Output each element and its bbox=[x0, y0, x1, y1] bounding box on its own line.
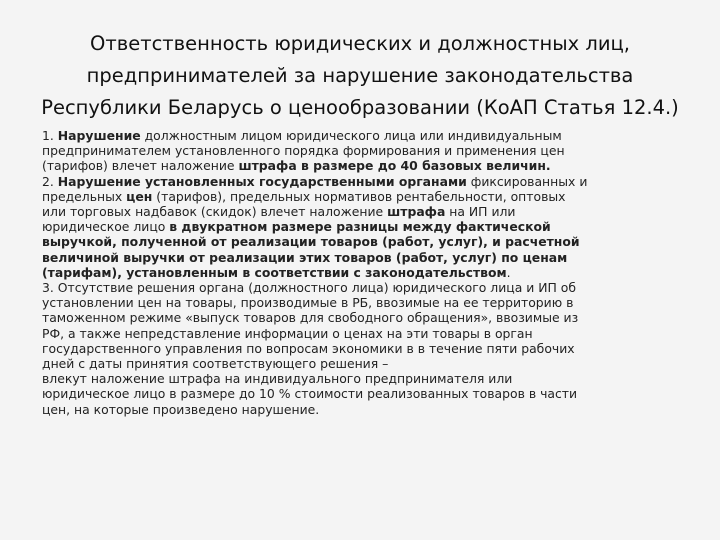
slide-title bbox=[30, 28, 690, 124]
bold-text-segment: штрафа в размере до 40 базовых величин. bbox=[238, 158, 551, 174]
body-text-line bbox=[42, 189, 682, 204]
body-text-line bbox=[42, 310, 682, 325]
body-text-line bbox=[42, 143, 682, 158]
body-text-line bbox=[42, 250, 682, 265]
bold-text-segment: штрафа bbox=[387, 204, 446, 220]
body-text-line bbox=[42, 356, 682, 371]
bold-text-segment: (тарифам), установленным в соответствии с законодательством bbox=[42, 264, 507, 280]
body-text-line bbox=[42, 204, 682, 219]
text-segment: таможенном режиме «выпуск товаров для свободного обращения», ввозимые из bbox=[42, 310, 579, 326]
text-segment: 2. bbox=[42, 173, 58, 189]
body-text-line bbox=[42, 371, 682, 386]
text-segment: предпринимателем установленного порядка формирования и применения цен bbox=[42, 143, 565, 159]
title-line: Ответственность юридических и должностных лиц, bbox=[90, 32, 630, 55]
text-segment: фиксированных и bbox=[466, 173, 588, 189]
text-segment: на ИП или bbox=[445, 204, 516, 220]
body-text-line bbox=[42, 219, 682, 234]
text-segment: предельных bbox=[42, 188, 127, 204]
text-segment: (тарифов), предельных нормативов рентабельности, оптовых bbox=[152, 188, 566, 204]
text-segment: (тарифов) влечет наложение bbox=[42, 158, 239, 174]
bold-text-segment: величиной выручки от реализации этих товаров (работ, услуг) по ценам bbox=[42, 249, 568, 265]
text-segment: установлении цен на товары, производимые в РБ, ввозимые на ее территорию в bbox=[42, 295, 574, 311]
text-segment: РФ, а также непредставление информации о ценах на эти товары в орган bbox=[42, 325, 533, 341]
text-segment: юридическое лицо bbox=[42, 219, 170, 235]
text-segment: дней с даты принятия соответствующего решения – bbox=[42, 356, 389, 372]
body-text-line bbox=[42, 265, 682, 280]
body-text-line bbox=[42, 128, 682, 143]
bold-text-segment: Нарушение bbox=[57, 128, 141, 143]
bold-text-segment: в двукратном размере разницы между фактической bbox=[169, 219, 551, 235]
bold-text-segment: цен bbox=[126, 188, 153, 204]
text-segment: . bbox=[506, 264, 511, 280]
slide-body bbox=[42, 128, 682, 417]
bold-text-segment: Нарушение установленных государственными органами bbox=[57, 173, 467, 189]
text-segment: или торговых надбавок (скидок) влечет наложение bbox=[42, 204, 388, 220]
body-text-line bbox=[42, 402, 682, 417]
body-text-line bbox=[42, 234, 682, 249]
body-text-line bbox=[42, 280, 682, 295]
text-segment: цен, на которые произведено нарушение. bbox=[42, 401, 320, 417]
text-segment: влекут наложение штрафа на индивидуального предпринимателя или bbox=[42, 371, 513, 387]
text-segment: юридическое лицо в размере до 10 % стоимости реализованных товаров в части bbox=[42, 386, 578, 402]
body-text-line bbox=[42, 386, 682, 401]
body-text-line bbox=[42, 295, 682, 310]
text-segment: 1. bbox=[42, 128, 58, 143]
body-text-line bbox=[42, 326, 682, 341]
body-text-line bbox=[42, 341, 682, 356]
text-segment: государственного управления по вопросам экономики в в течение пяти рабочих bbox=[42, 340, 575, 356]
title-line: Республики Беларусь о ценообразовании (КоАП Статья 12.4.) bbox=[41, 96, 679, 119]
body-text-line bbox=[42, 158, 682, 173]
body-text-line bbox=[42, 174, 682, 189]
title-line: предпринимателей за нарушение законодательства bbox=[86, 64, 634, 87]
bold-text-segment: выручкой, полученной от реализации товаров (работ, услуг), и расчетной bbox=[42, 234, 580, 250]
text-segment: 3. Отсутствие решения органа (должностного лица) юридического лица и ИП об bbox=[42, 280, 576, 296]
text-segment: должностным лицом юридического лица или индивидуальным bbox=[140, 128, 562, 143]
